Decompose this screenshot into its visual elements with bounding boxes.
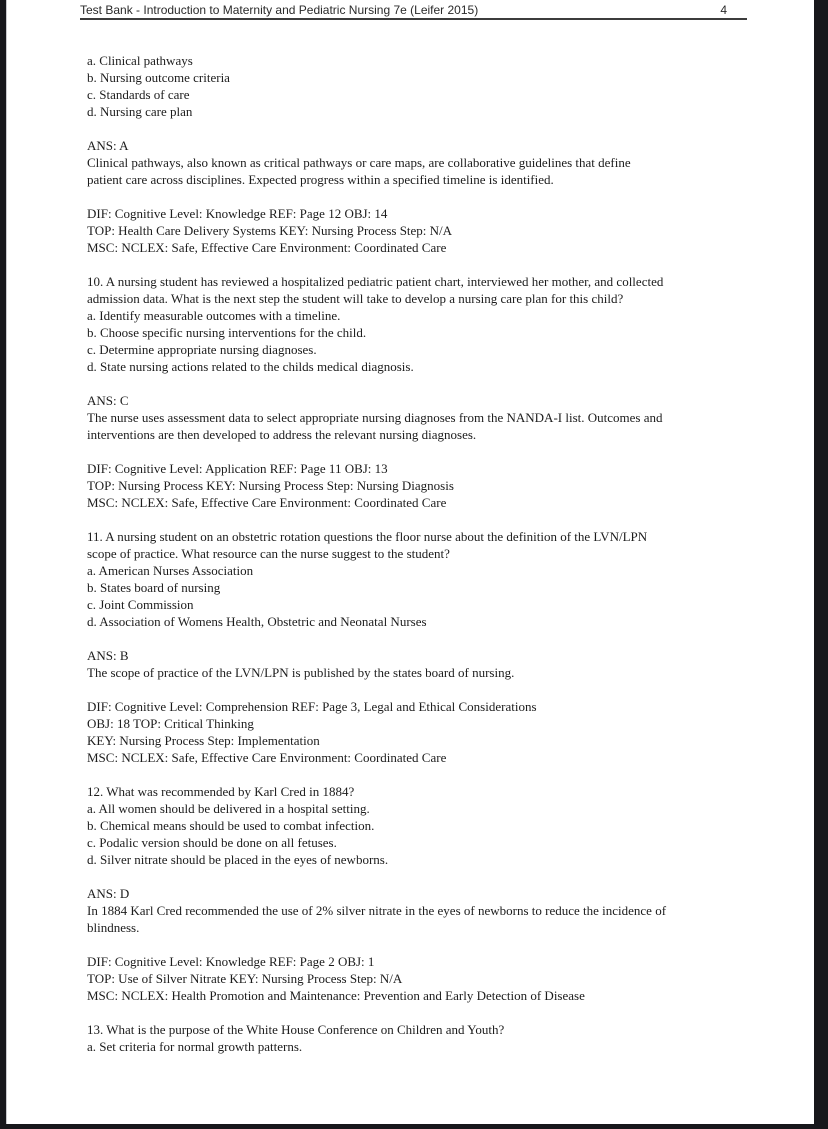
document-page [7,0,814,1124]
text-line: Clinical pathways, also known as critical pathways or care maps, are collaborative guidelines that define [87,155,631,170]
text-line: a. Clinical pathways [87,53,193,68]
text-line: OBJ: 18 TOP: Critical Thinking [87,716,254,731]
right-frame-bar [814,0,828,1129]
text-line: MSC: NCLEX: Health Promotion and Maintenance: Prevention and Early Detection of Disease [87,988,585,1003]
text-line: b. Choose specific nursing interventions for the child. [87,325,367,340]
text-line: d. Nursing care plan [87,104,193,119]
bottom-frame-bar [0,1124,828,1129]
text-block [87,137,787,188]
text-block [87,1021,787,1055]
text-line: b. States board of nursing [87,580,221,595]
text-line: 10. A nursing student has reviewed a hospitalized pediatric patient chart, interviewed her mother, and collected [87,274,664,289]
text-line: TOP: Nursing Process KEY: Nursing Process Step: Nursing Diagnosis [87,478,454,493]
text-block [87,647,787,681]
text-line: d. Silver nitrate should be placed in the eyes of newborns. [87,852,389,867]
document-title: Test Bank - Introduction to Maternity and Pediatric Nursing 7e (Leifer 2015) [80,3,479,17]
text-line: patient care across disciplines. Expected progress within a specified timeline is identified. [87,172,554,187]
text-line: c. Standards of care [87,87,190,102]
text-line: c. Podalic version should be done on all fetuses. [87,835,337,850]
text-line: scope of practice. What resource can the nurse suggest to the student? [87,546,450,561]
text-line: b. Nursing outcome criteria [87,70,230,85]
text-line: ANS: A [87,138,129,153]
text-line: c. Determine appropriate nursing diagnoses. [87,342,317,357]
text-block [87,783,787,868]
text-line: TOP: Use of Silver Nitrate KEY: Nursing Process Step: N/A [87,971,403,986]
text-line: DIF: Cognitive Level: Application REF: Page 11 OBJ: 13 [87,461,388,476]
text-line: a. Identify measurable outcomes with a timeline. [87,308,341,323]
text-line: KEY: Nursing Process Step: Implementation [87,733,320,748]
text-line: MSC: NCLEX: Safe, Effective Care Environment: Coordinated Care [87,750,447,765]
text-block [87,953,787,1004]
text-line: a. All women should be delivered in a hospital setting. [87,801,370,816]
text-line: ANS: C [87,393,129,408]
text-line: b. Chemical means should be used to combat infection. [87,818,375,833]
text-line: blindness. [87,920,140,935]
page-edge-line [6,0,7,1129]
text-line: The nurse uses assessment data to select appropriate nursing diagnoses from the NANDA-I list. Outcomes and [87,410,663,425]
text-line: admission data. What is the next step the student will take to develop a nursing care plan for this child? [87,291,624,306]
text-line: d. State nursing actions related to the childs medical diagnosis. [87,359,414,374]
text-line: c. Joint Commission [87,597,194,612]
text-line: ANS: B [87,648,129,663]
text-block [87,460,787,511]
text-line: TOP: Health Care Delivery Systems KEY: Nursing Process Step: N/A [87,223,453,238]
document-body [87,52,787,1055]
page-header [80,3,747,20]
text-line: 12. What was recommended by Karl Cred in 1884? [87,784,355,799]
text-block [87,392,787,443]
text-block [87,205,787,256]
text-line: MSC: NCLEX: Safe, Effective Care Environment: Coordinated Care [87,495,447,510]
text-line: MSC: NCLEX: Safe, Effective Care Environment: Coordinated Care [87,240,447,255]
text-block [87,885,787,936]
text-line: ANS: D [87,886,130,901]
text-block [87,698,787,766]
text-line: interventions are then developed to address the relevant nursing diagnoses. [87,427,477,442]
text-line: DIF: Cognitive Level: Knowledge REF: Page 2 OBJ: 1 [87,954,375,969]
page-number: 4 [720,3,727,17]
text-line: a. Set criteria for normal growth patterns. [87,1039,303,1054]
text-line: a. American Nurses Association [87,563,254,578]
text-line: 11. A nursing student on an obstetric rotation questions the floor nurse about the definition of the LVN/LPN [87,529,648,544]
text-line: The scope of practice of the LVN/LPN is published by the states board of nursing. [87,665,515,680]
text-line: DIF: Cognitive Level: Comprehension REF: Page 3, Legal and Ethical Considerations [87,699,537,714]
text-block [87,273,787,375]
text-line: DIF: Cognitive Level: Knowledge REF: Page 12 OBJ: 14 [87,206,388,221]
text-line: d. Association of Womens Health, Obstetric and Neonatal Nurses [87,614,427,629]
text-line: In 1884 Karl Cred recommended the use of 2% silver nitrate in the eyes of newborns to reduce the incidence of [87,903,667,918]
text-block [87,52,787,120]
text-block [87,528,787,630]
text-line: 13. What is the purpose of the White House Conference on Children and Youth? [87,1022,505,1037]
